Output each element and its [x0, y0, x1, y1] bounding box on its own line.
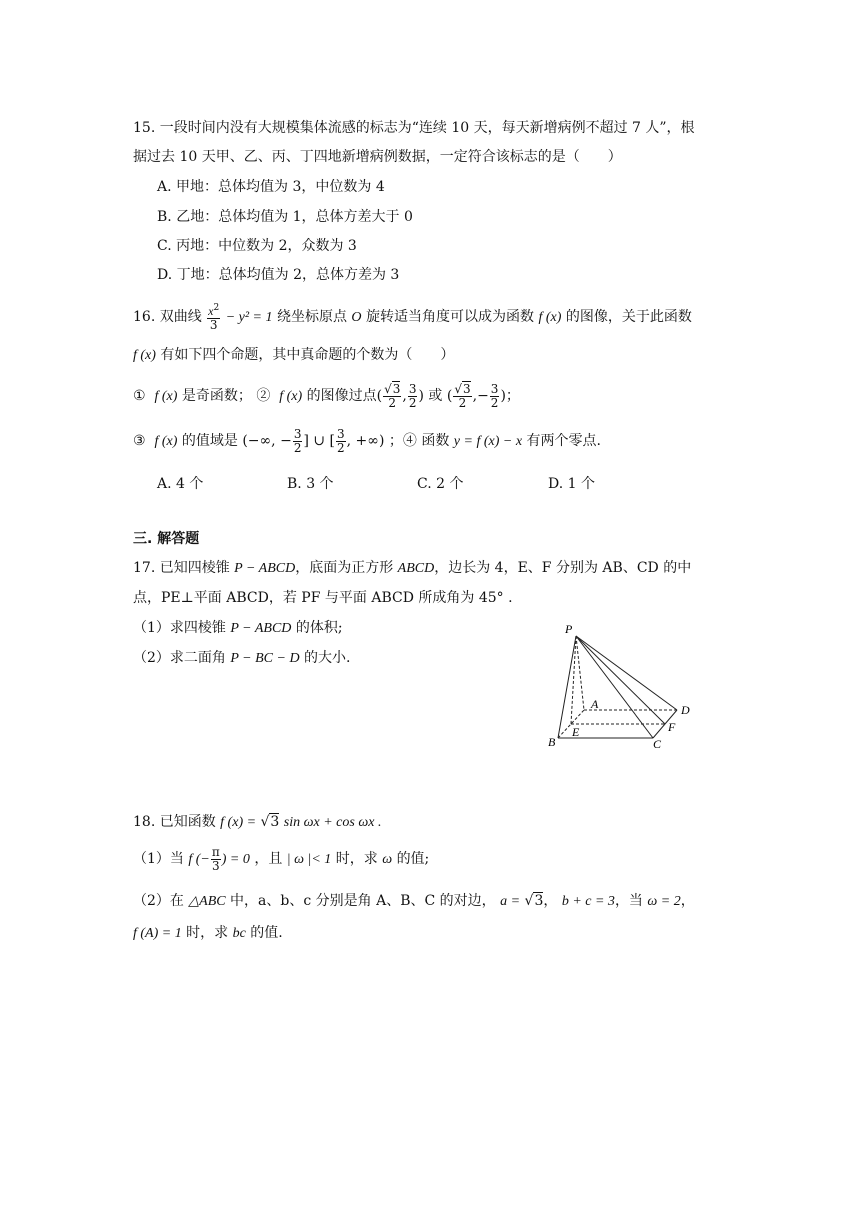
q17-sub1: （1）求四棱锥 P − ABCD 的体积; [133, 620, 343, 636]
q16-choice-d: D. 1 个 [548, 476, 595, 492]
point1-x: $\frac{√3}{2}$ [384, 381, 401, 410]
q15-option-a: A. 甲地：总体均值为 3，中位数为 4 [157, 179, 385, 195]
q16-props-34: ③ f (x) 的值域是 (−∞, − $\frac{3}{2}$ ] ∪ [ $\frac{3}{2}$ , +∞) ；④ 函数 y = f (x) − x 有两个零点. [133, 426, 601, 455]
q15-number: 15. [133, 120, 156, 136]
q17-line1: 17. 已知四棱锥 P − ABCD，底面为正方形 ABCD，边长为 4，E、F 分别为 AB、CD 的中 [133, 560, 692, 576]
range-frac-1: $\frac{3}{2}$ [293, 426, 302, 455]
q16-number: 16. [133, 309, 156, 325]
q16-choice-a: A. 4 个 [157, 476, 204, 492]
segment-PF [576, 636, 665, 724]
point2-x: $\frac{√3}{2}$ [454, 381, 471, 410]
q18-sub2-line1: （2）在 △ABC 中，a、b、c 分别是角 A、B、C 的对边， a = √3， b + c = 3，当 ω = 2， [133, 893, 695, 909]
label-C: C [653, 737, 662, 751]
q15-line1 [133, 118, 695, 138]
q16-origin: O [351, 310, 362, 325]
pi-over-3: $\frac{\pi}{3}$ [211, 844, 220, 873]
q15-option-c: C. 丙地：中位数为 2，众数为 3 [157, 238, 357, 254]
q16-fx: f (x) [538, 310, 562, 325]
q18-sub2-line2: f (A) = 1 时，求 bc 的值. [133, 925, 283, 941]
q16-props-12: ① f (x) 是奇函数； ② f (x) 的图像过点( $\frac{√3}{2}$ , $\frac{3}{2}$ ) 或 ( $\frac{√3}{2}$ ,− $\frac{3}{2}$ )； [133, 381, 520, 410]
point2-y: $\frac{3}{2}$ [490, 381, 499, 410]
q17-sub2: （2）求二面角 P − BC − D 的大小. [133, 650, 351, 666]
q15-option-d: D. 丁地：总体均值为 2，总体方差为 3 [157, 267, 400, 283]
label-P: P [565, 622, 573, 636]
q16-choice-c: C. 2 个 [417, 476, 464, 492]
range-frac-2: $\frac{3}{2}$ [337, 426, 345, 455]
section-heading: 三. 解答题 [133, 531, 200, 547]
pyramid-figure [535, 620, 715, 755]
label-F: F [668, 720, 676, 734]
q15-stem-line1: 一段时间内没有大规模集体流感的标志为“连续 10 天，每天新增病例不超过 7 人”，根 [159, 120, 695, 136]
edge-PC [576, 636, 653, 738]
q16-line2: f (x) 有如下四个命题，其中真命题的个数为（ ） [133, 347, 455, 363]
label-B: B [548, 735, 556, 749]
q17-line2: 点，PE⊥平面 ABCD，若 PF 与平面 ABCD 所成角为 45° . [133, 590, 513, 606]
q16-eq-fraction: $\frac{x^2}{3}$ [208, 303, 220, 332]
label-A: A [591, 697, 599, 711]
q16-eq-rest: − y² = 1 [225, 310, 273, 325]
point1-y: $\frac{3}{2}$ [408, 381, 417, 410]
edge-PA [576, 636, 584, 710]
label-D: D [681, 703, 690, 717]
q18-sub1: （1）当 f (− $\frac{\pi}{3}$ ) = 0 ，且 | ω |< 1 时，求 ω 的值; [133, 844, 430, 873]
q16-hyperbola-word: 双曲线 [159, 309, 202, 325]
q15-stem-line2: 据过去 10 天甲、乙、丙、丁四地新增病例数据，一定符合该标志的是（ ） [133, 149, 622, 165]
q18-line1: 18. 已知函数 f (x) = √3 sin ωx + cos ωx . [133, 814, 382, 830]
q15-option-b: B. 乙地：总体均值为 1，总体方差大于 0 [157, 209, 413, 225]
label-E: E [572, 725, 580, 739]
q16-line1: 16. 双曲线 $\frac{x^2}{3}$ − y² = 1 绕坐标原点 O 旋转适当角度可以成为函数 f (x) 的图像，关于此函数 [133, 303, 692, 332]
q16-choice-b: B. 3 个 [287, 476, 334, 492]
